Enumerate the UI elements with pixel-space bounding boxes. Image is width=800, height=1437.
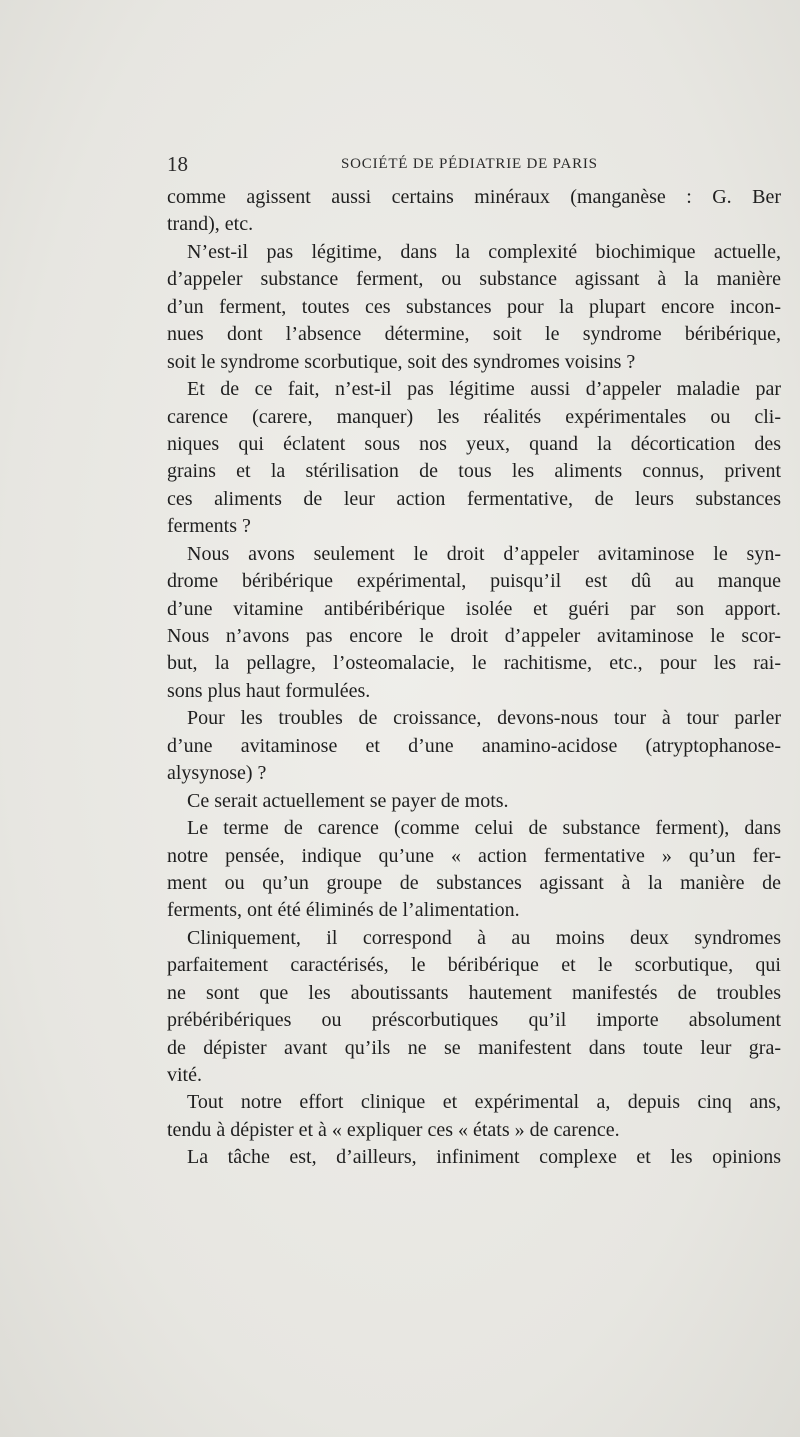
text-line: Nous avons seulement le droit d’appeler avitaminose le syn- [187, 542, 781, 565]
text-line: d’un ferment, toutes ces substances pour la plupart encore incon- [167, 295, 781, 318]
text-line: N’est-il pas légitime, dans la complexité biochimique actuelle, [187, 240, 781, 263]
text-line: Nous n’avons pas encore le droit d’appeler avitaminose le scor- [167, 625, 781, 647]
text-line: Tout notre effort clinique et expérimental a, depuis cinq ans, [187, 1091, 781, 1114]
text-line: parfaitement caractérisés, le béribérique et le scorbutique, qui [167, 954, 781, 977]
text-line: prébéribériques ou préscorbutiques qu’il importe absolument [167, 1009, 781, 1032]
text-line: but, la pellagre, l’osteomalacie, le rachitisme, etc., pour les rai- [167, 652, 781, 675]
text-line: vité. [167, 1064, 202, 1086]
text-line: Et de ce fait, n’est-il pas légitime aussi d’appeler maladie par [187, 378, 781, 401]
text-line: drome béribérique expérimental, puisqu’il est dû au manque [167, 570, 781, 593]
text-line: trand), etc. [167, 213, 254, 236]
text-line: ces aliments de leur action fermentative, de leurs substances [167, 487, 781, 510]
text-line: d’une avitaminose et d’une anamino-acidose (atryptophanose- [167, 734, 781, 757]
text-line: niques qui éclatent sous nos yeux, quand la décortication des [167, 432, 781, 455]
text-line: sons plus haut formulées. [167, 679, 371, 702]
text-line: ne sont que les aboutissants hautement manifestés de troubles [167, 981, 781, 1004]
text-line: grains et la stérilisation de tous les aliments connus, privent [167, 460, 781, 483]
text-line: carence (carere, manquer) les réalités expérimentales ou cli- [167, 405, 781, 428]
page-header [167, 152, 779, 180]
text-line: de dépister avant qu’ils ne se manifestent dans toute leur gra- [167, 1036, 781, 1059]
text-line: La tâche est, d’ailleurs, infiniment complexe et les opinions [187, 1146, 781, 1169]
body-text [167, 184, 781, 1172]
text-line: alysynose) ? [167, 762, 267, 785]
page-number: 18 [167, 152, 188, 176]
text-line: comme agissent aussi certains minéraux (manganèse : G. Ber [167, 186, 781, 208]
text-line: Pour les troubles de croissance, devons-nous tour à tour parler [187, 707, 781, 730]
text-line: soit le syndrome scorbutique, soit des syndromes voisins ? [167, 350, 636, 373]
text-line: ferments, ont été éliminés de l’alimentation. [167, 899, 520, 922]
running-head: SOCIÉTÉ DE PÉDIATRIE DE PARIS [341, 156, 598, 172]
text-line: d’appeler substance ferment, ou substance agissant à la manière [167, 268, 781, 291]
text-line: notre pensée, indique qu’une « action fermentative » qu’un fer- [167, 844, 781, 867]
text-line: nues dont l’absence détermine, soit le syndrome béribérique, [167, 323, 781, 346]
text-line: Ce serait actuellement se payer de mots. [187, 789, 509, 812]
text-line: Le terme de carence (comme celui de substance ferment), dans [187, 817, 781, 840]
text-line: d’une vitamine antibéribérique isolée et guéri par son apport. [167, 597, 781, 620]
text-line: ment ou qu’un groupe de substances agissant à la manière de [167, 871, 781, 894]
text-line: Cliniquement, il correspond à au moins deux syndromes [187, 926, 781, 949]
text-line: tendu à dépister et à « expliquer ces « états » de carence. [167, 1118, 620, 1141]
text-line: ferments ? [167, 515, 251, 538]
